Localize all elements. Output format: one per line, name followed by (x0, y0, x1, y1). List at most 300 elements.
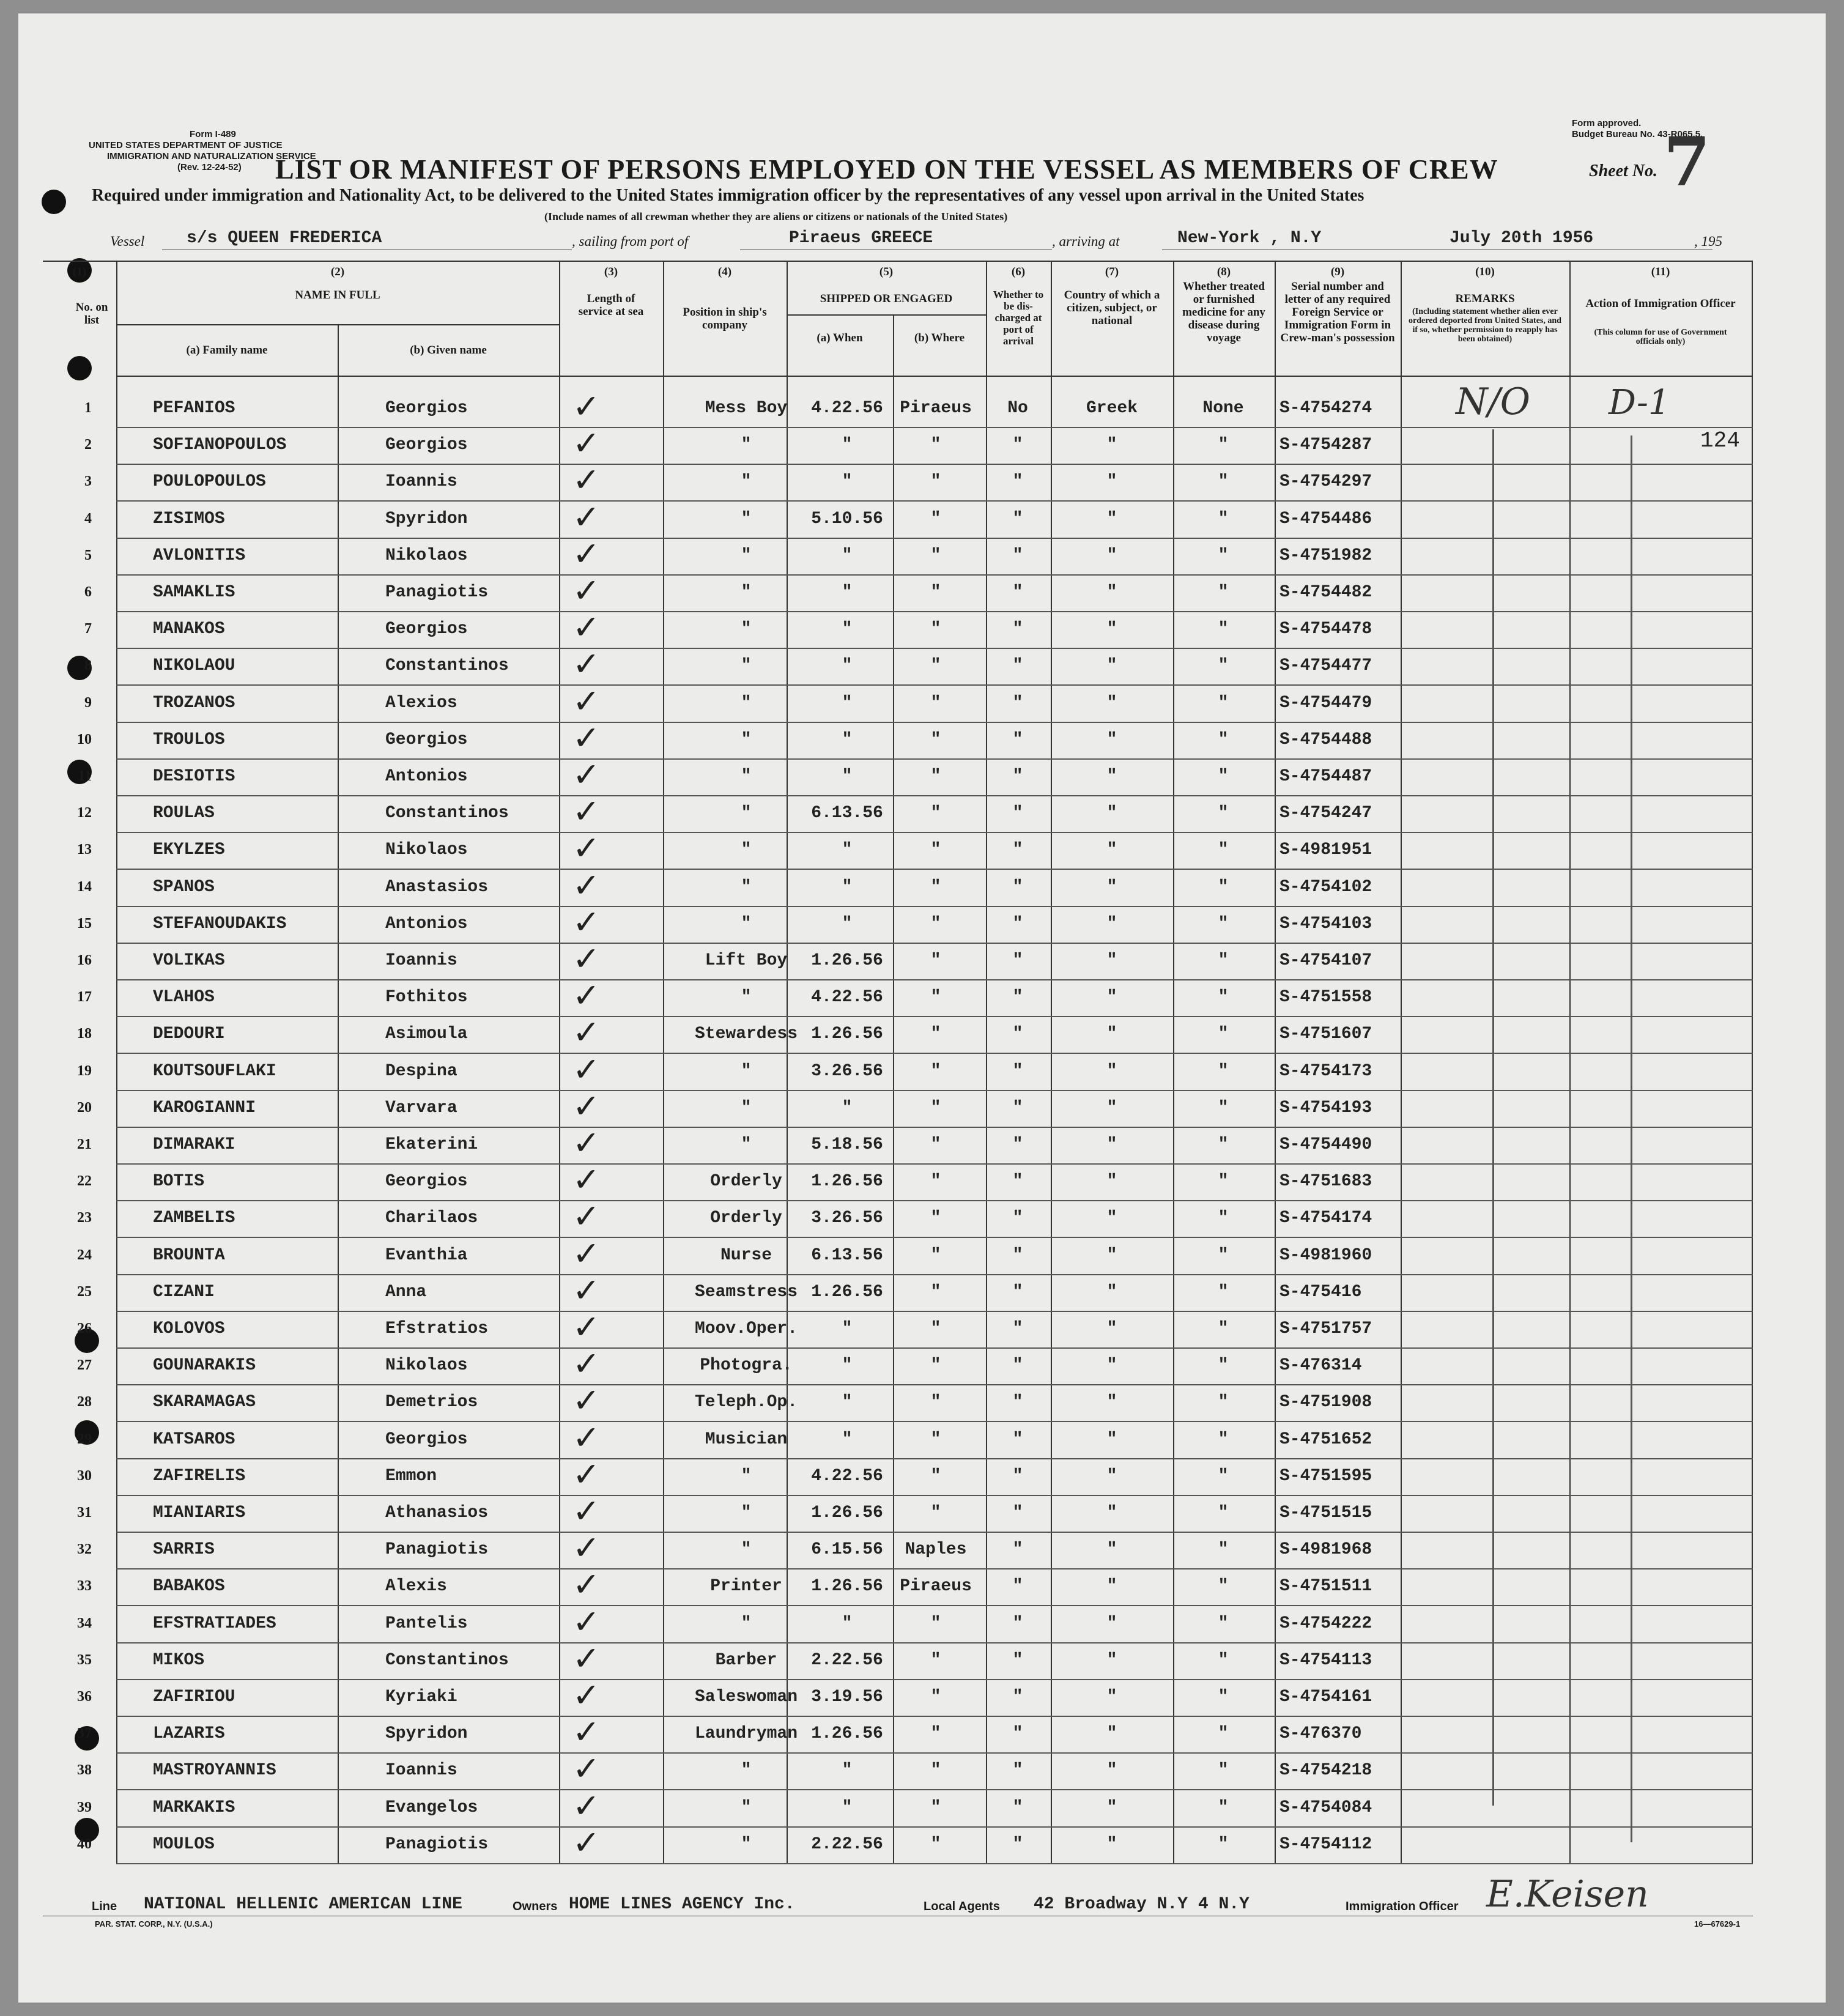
crew-shipped-where: " (930, 1282, 941, 1302)
crew-shipped-when: 1.26.56 (811, 951, 883, 970)
crew-medicine: " (1218, 620, 1229, 639)
col-header-discharge-index: (6) (1011, 265, 1026, 278)
row-number: 22 (77, 1173, 92, 1190)
crew-discharged: " (1012, 1577, 1023, 1596)
crew-discharged: " (1012, 1172, 1023, 1191)
table-row (77, 1529, 1753, 1569)
service-checkmark-icon: ✓ (572, 792, 601, 831)
col-header-medicine-index: (8) (1216, 265, 1231, 278)
crew-shipped-where: " (930, 1466, 941, 1486)
crew-medicine: " (1218, 1724, 1229, 1744)
crew-shipped-where: " (930, 1356, 941, 1376)
crew-given-name: Ioannis (385, 951, 457, 970)
crew-serial-number: S-4754486 (1279, 509, 1372, 528)
crew-position: Laundryman (694, 1724, 798, 1744)
crew-position: " (741, 1503, 752, 1522)
row-number: 17 (77, 989, 92, 1006)
crew-country: " (1106, 1577, 1117, 1596)
crew-shipped-where: " (930, 1429, 941, 1449)
service-checkmark-icon: ✓ (572, 461, 601, 500)
crew-medicine: " (1218, 1135, 1229, 1154)
crew-serial-number: S-476370 (1279, 1724, 1362, 1744)
remarks-ditto-stroke (1492, 429, 1494, 1806)
crew-shipped-when: " (842, 1429, 853, 1449)
table-row (84, 461, 1753, 502)
crew-serial-number: S-4754113 (1279, 1650, 1372, 1670)
crew-given-name: Evangelos (385, 1798, 478, 1817)
crew-shipped-when: 5.18.56 (811, 1135, 883, 1154)
crew-serial-number: S-4751652 (1279, 1429, 1372, 1449)
crew-given-name: Evanthia (385, 1245, 468, 1265)
crew-serial-number: S-4754174 (1279, 1209, 1372, 1228)
table-row (77, 1786, 1753, 1828)
crew-family-name: EKYLZES (153, 840, 225, 860)
row-number: 24 (77, 1247, 92, 1263)
crew-medicine: " (1218, 1577, 1229, 1596)
crew-shipped-where: " (930, 1724, 941, 1744)
row-number: 30 (77, 1467, 92, 1484)
crew-shipped-where: Naples (905, 1540, 967, 1560)
crew-discharged: " (1012, 767, 1023, 786)
crew-serial-number: S-4754107 (1279, 951, 1372, 970)
crew-serial-number: S-4754478 (1279, 620, 1372, 639)
row-number: 36 (77, 1689, 92, 1705)
crew-serial-number: S-4754084 (1279, 1798, 1372, 1817)
crew-family-name: BABAKOS (153, 1577, 225, 1596)
crew-position: " (741, 1135, 752, 1154)
crew-family-name: TROZANOS (153, 693, 235, 713)
crew-family-name: SAMAKLIS (153, 583, 235, 602)
sailing-label: , sailing from port of (572, 234, 689, 249)
crew-medicine: " (1218, 1356, 1229, 1376)
crew-discharged: " (1012, 1209, 1023, 1228)
crew-family-name: SKARAMAGAS (153, 1393, 256, 1412)
col-header-action-index: (11) (1651, 265, 1670, 278)
crew-family-name: LAZARIS (153, 1724, 225, 1744)
service-checkmark-icon: ✓ (572, 1381, 601, 1420)
crew-discharged: " (1012, 951, 1023, 970)
approval-line2: Budget Bureau No. 43-R065.5. (1572, 129, 1703, 139)
row-number: 23 (77, 1210, 92, 1226)
service-checkmark-icon: ✓ (572, 681, 601, 721)
crew-given-name: Spyridon (385, 1724, 468, 1744)
crew-given-name: Pantelis (385, 1614, 468, 1633)
crew-shipped-when: 1.26.56 (811, 1172, 883, 1191)
table-row (77, 1713, 1753, 1754)
crew-medicine: " (1218, 1761, 1229, 1781)
service-checkmark-icon: ✓ (572, 387, 601, 426)
crew-given-name: Kyriaki (385, 1688, 457, 1707)
row-number: 28 (77, 1394, 92, 1410)
crew-given-name: Athanasios (385, 1503, 489, 1522)
table-row (77, 1639, 1753, 1680)
crew-country: " (1106, 1282, 1117, 1302)
table-row (77, 1086, 1753, 1128)
crew-country: " (1106, 877, 1117, 897)
crew-family-name: DEDOURI (153, 1025, 225, 1044)
crew-serial-number: S-4754102 (1279, 877, 1372, 897)
crew-family-name: DESIOTIS (153, 767, 235, 786)
crew-serial-number: S-476314 (1279, 1356, 1362, 1376)
service-checkmark-icon: ✓ (572, 939, 601, 978)
crew-medicine: " (1218, 1245, 1229, 1265)
crew-position: Musician (705, 1429, 788, 1449)
crew-given-name: Despina (385, 1061, 457, 1081)
crew-family-name: MARKAKIS (153, 1798, 235, 1817)
crew-medicine: " (1218, 988, 1229, 1007)
crew-shipped-when: " (842, 1614, 853, 1633)
service-checkmark-icon: ✓ (572, 1676, 601, 1714)
col-header-serial: Serial number and letter of any required Foreign Service or Immigration Form in Crew-man's possession (1280, 280, 1395, 344)
margin-number: 124 (1700, 428, 1740, 453)
crew-serial-number: S-4754247 (1279, 804, 1372, 823)
crew-shipped-where: " (930, 840, 941, 860)
crew-family-name: SPANOS (153, 877, 215, 897)
service-checkmark-icon: ✓ (572, 755, 601, 794)
crew-medicine: " (1218, 693, 1229, 713)
crew-shipped-when: " (842, 877, 853, 897)
crew-shipped-when: 6.13.56 (811, 1245, 883, 1265)
crew-shipped-where: " (930, 656, 941, 676)
crew-serial-number: S-4751982 (1279, 546, 1372, 565)
row-number: 27 (77, 1357, 92, 1374)
crew-medicine: " (1218, 877, 1229, 897)
crew-family-name: ZISIMOS (153, 509, 225, 528)
row-number: 14 (77, 878, 92, 895)
table-row (77, 1823, 1753, 1864)
crew-serial-number: S-4751757 (1279, 1319, 1372, 1338)
crew-shipped-where: Piraeus (900, 399, 972, 418)
crew-position: Seamstress (694, 1282, 798, 1302)
col-header-shipped: SHIPPED OR ENGAGED (820, 292, 953, 305)
crew-medicine: " (1218, 914, 1229, 933)
col-header-medicine: Whether treated or furnished medicine for any disease during voyage (1182, 280, 1265, 344)
crew-serial-number: S-4751683 (1279, 1172, 1372, 1191)
service-checkmark-icon: ✓ (572, 1565, 601, 1604)
crew-serial-number: S-4754487 (1279, 767, 1372, 786)
crew-shipped-where: " (930, 877, 941, 897)
crew-position: " (741, 693, 752, 713)
crew-medicine: " (1218, 1172, 1229, 1191)
crew-given-name: Efstratios (385, 1319, 489, 1338)
crew-discharged: " (1012, 546, 1023, 565)
crew-country: " (1106, 1834, 1117, 1854)
crew-shipped-when: " (842, 546, 853, 565)
crew-shipped-where: " (930, 1798, 941, 1817)
crew-family-name: EFSTRATIADES (153, 1614, 276, 1633)
crew-position: " (741, 656, 752, 676)
crew-serial-number: S-4754488 (1279, 730, 1372, 749)
crew-discharged: " (1012, 1429, 1023, 1449)
crew-discharged: " (1012, 1724, 1023, 1744)
service-checkmark-icon: ✓ (572, 1013, 601, 1052)
page-title: LIST OR MANIFEST OF PERSONS EMPLOYED ON THE VESSEL AS MEMBERS OF CREW (275, 154, 1498, 185)
crew-discharged: " (1012, 693, 1023, 713)
service-checkmark-icon: ✓ (572, 1344, 601, 1384)
crew-shipped-where: " (930, 583, 941, 602)
crew-family-name: KATSAROS (153, 1429, 235, 1449)
crew-position: Stewardess (694, 1025, 798, 1044)
crew-country: " (1106, 583, 1117, 602)
service-checkmark-icon: ✓ (572, 1086, 601, 1125)
col-header-where: (b) Where (914, 332, 965, 344)
crew-family-name: POULOPOULOS (153, 472, 266, 492)
crew-given-name: Georgios (385, 620, 468, 639)
crew-shipped-when: 4.22.56 (811, 399, 883, 418)
crew-shipped-when: " (842, 1393, 853, 1412)
row-number: 21 (77, 1136, 92, 1152)
crew-medicine: " (1218, 546, 1229, 565)
crew-medicine: " (1218, 656, 1229, 676)
crew-medicine: " (1218, 1098, 1229, 1117)
row-number: 10 (77, 731, 92, 747)
crew-family-name: PEFANIOS (153, 399, 235, 418)
crew-discharged: " (1012, 1061, 1023, 1081)
col-header-serial-index: (9) (1330, 265, 1345, 278)
crew-country: " (1106, 1098, 1117, 1117)
crew-discharged: " (1012, 1282, 1023, 1302)
col-header-position-index: (4) (717, 265, 732, 278)
crew-serial-number: S-4751607 (1279, 1025, 1372, 1044)
crew-country: " (1106, 1466, 1117, 1486)
table-row (77, 718, 1753, 760)
col-header-service-index: (3) (604, 265, 618, 278)
crew-shipped-where: " (930, 1209, 941, 1228)
crew-discharged: " (1012, 1761, 1023, 1781)
remarks-handwritten-mark: N/O (1456, 380, 1530, 423)
crew-given-name: Georgios (385, 399, 468, 418)
crew-shipped-where: " (930, 1135, 941, 1154)
crew-family-name: STEFANOUDAKIS (153, 914, 287, 933)
crew-serial-number: S-475416 (1279, 1282, 1362, 1302)
row-number: 8 (84, 658, 92, 674)
vessel-name: s/s QUEEN FREDERICA (187, 229, 382, 248)
crew-position: " (741, 546, 752, 565)
crew-country: " (1106, 509, 1117, 528)
crew-discharged: " (1012, 1798, 1023, 1817)
row-number: 20 (77, 1099, 92, 1116)
table-row (77, 1676, 1753, 1717)
crew-shipped-when: 5.10.56 (811, 509, 883, 528)
crew-given-name: Fothitos (385, 988, 468, 1007)
table-row (77, 1124, 1753, 1165)
table-row (84, 424, 1753, 465)
crew-serial-number: S-4754218 (1279, 1761, 1372, 1781)
crew-discharged: " (1012, 1503, 1023, 1522)
crew-country: " (1106, 767, 1117, 786)
crew-position: " (741, 877, 752, 897)
agency-line2: IMMIGRATION AND NATURALIZATION SERVICE (107, 151, 316, 161)
crew-shipped-when: " (842, 472, 853, 492)
crew-family-name: BOTIS (153, 1172, 205, 1191)
crew-medicine: " (1218, 804, 1229, 823)
row-number: 16 (77, 952, 92, 968)
crew-discharged: " (1012, 1540, 1023, 1560)
crew-country: " (1106, 656, 1117, 676)
crew-serial-number: S-4981951 (1279, 840, 1372, 860)
crew-serial-number: S-4981960 (1279, 1245, 1372, 1265)
arriving-label: , arriving at (1052, 234, 1120, 249)
crew-given-name: Varvara (385, 1098, 457, 1117)
row-number: 1 (84, 400, 92, 416)
table-row (77, 1160, 1753, 1201)
crew-shipped-when: 6.13.56 (811, 804, 883, 823)
crew-shipped-when: " (842, 1319, 853, 1338)
crew-medicine: " (1218, 1540, 1229, 1560)
crew-shipped-where: " (930, 1834, 941, 1854)
crew-medicine: " (1218, 1319, 1229, 1338)
table-row (77, 1013, 1753, 1054)
crew-position: " (741, 583, 752, 602)
crew-shipped-when: 1.26.56 (811, 1577, 883, 1596)
table-row (77, 792, 1753, 833)
service-checkmark-icon: ✓ (572, 1197, 601, 1236)
col-header-name-index: (2) (330, 265, 345, 278)
crew-given-name: Nikolaos (385, 1356, 468, 1376)
crew-shipped-when: " (842, 435, 853, 455)
crew-country: " (1106, 730, 1117, 749)
row-number: 3 (84, 473, 92, 490)
crew-given-name: Anna (385, 1282, 427, 1302)
row-number: 40 (77, 1836, 92, 1852)
crew-discharged: " (1012, 1025, 1023, 1044)
crew-position: " (741, 1834, 752, 1854)
crew-serial-number: S-4754222 (1279, 1614, 1372, 1633)
crew-discharged: " (1012, 1098, 1023, 1117)
crew-country: " (1106, 1429, 1117, 1449)
crew-family-name: MANAKOS (153, 620, 225, 639)
crew-discharged: " (1012, 914, 1023, 933)
service-checkmark-icon: ✓ (572, 1050, 601, 1089)
table-row (77, 1270, 1753, 1312)
col-header-action: Action of Immigration Officer (1585, 297, 1736, 310)
service-checkmark-icon: ✓ (572, 1529, 601, 1568)
crew-serial-number: S-4754479 (1279, 693, 1372, 713)
service-checkmark-icon: ✓ (572, 1749, 601, 1788)
col-header-position: Position in ship's company (683, 306, 767, 332)
crew-position: " (741, 767, 752, 786)
crew-position: Orderly (710, 1172, 782, 1191)
row-number: 11 (78, 768, 92, 784)
crew-given-name: Georgios (385, 730, 468, 749)
crew-discharged: " (1012, 877, 1023, 897)
form-number: Form I-489 (190, 129, 236, 139)
crew-shipped-where: " (930, 1245, 941, 1265)
crew-shipped-when: " (842, 1798, 853, 1817)
crew-serial-number: S-4754103 (1279, 914, 1372, 933)
crew-shipped-when: " (842, 693, 853, 713)
crew-serial-number: S-4751595 (1279, 1466, 1372, 1486)
agents-label: Local Agents (924, 1900, 1000, 1913)
crew-shipped-when: " (842, 583, 853, 602)
crew-given-name: Panagiotis (385, 1834, 489, 1854)
service-checkmark-icon: ✓ (572, 1492, 601, 1530)
crew-country: " (1106, 951, 1117, 970)
crew-discharged: " (1012, 1650, 1023, 1670)
crew-country: " (1106, 1172, 1117, 1191)
crew-position: " (741, 988, 752, 1007)
crew-position: " (741, 1098, 752, 1117)
crew-position: " (741, 1540, 752, 1560)
service-checkmark-icon: ✓ (572, 534, 601, 573)
crew-position: Nurse (720, 1245, 772, 1265)
row-number: 9 (84, 694, 92, 711)
crew-shipped-when: " (842, 767, 853, 786)
crew-medicine: " (1218, 1025, 1229, 1044)
col-header-action-note: (This column for use of Government officials only) (1594, 328, 1727, 346)
crew-medicine: " (1218, 767, 1229, 786)
crew-country: " (1106, 1761, 1117, 1781)
crew-given-name: Constantinos (385, 804, 509, 823)
crew-shipped-where: " (930, 730, 941, 749)
table-row (77, 1344, 1753, 1385)
crew-position: " (741, 509, 752, 528)
crew-medicine: " (1218, 1614, 1229, 1633)
col-header-shipped-index: (5) (879, 265, 894, 278)
crew-medicine: " (1218, 840, 1229, 860)
col-header-remarks: REMARKS (1455, 292, 1515, 305)
crew-serial-number: S-4754193 (1279, 1098, 1372, 1117)
manifest-sheet (18, 13, 1826, 2003)
crew-given-name: Antonios (385, 767, 468, 786)
row-number: 31 (77, 1505, 92, 1521)
crew-shipped-where: " (930, 693, 941, 713)
table-row (77, 1418, 1753, 1459)
crew-medicine: None (1202, 399, 1244, 418)
table-row (78, 755, 1753, 796)
row-number: 38 (77, 1762, 92, 1779)
crew-shipped-where: " (930, 1688, 941, 1707)
crew-medicine: " (1218, 1650, 1229, 1670)
crew-shipped-where: " (930, 1025, 941, 1044)
crew-serial-number: S-4754287 (1279, 435, 1372, 455)
departure-port: Piraeus GREECE (789, 229, 933, 248)
crew-medicine: " (1218, 435, 1229, 455)
crew-family-name: VOLIKAS (153, 951, 225, 970)
crew-country: " (1106, 1540, 1117, 1560)
crew-given-name: Ioannis (385, 1761, 457, 1781)
crew-family-name: VLAHOS (153, 988, 215, 1007)
table-row (77, 1050, 1753, 1091)
service-checkmark-icon: ✓ (572, 1786, 601, 1825)
table-row (84, 571, 1753, 612)
crew-given-name: Panagiotis (385, 1540, 489, 1560)
row-number: 2 (84, 437, 92, 453)
crew-medicine: " (1218, 1798, 1229, 1817)
owners-label: Owners (513, 1900, 558, 1913)
crew-medicine: " (1218, 1688, 1229, 1707)
crew-shipped-when: " (842, 1356, 853, 1376)
service-checkmark-icon: ✓ (572, 1639, 601, 1678)
crew-given-name: Nikolaos (385, 840, 468, 860)
table-row (77, 1749, 1753, 1790)
action-ditto-stroke (1631, 435, 1632, 1842)
crew-shipped-when: 1.26.56 (811, 1282, 883, 1302)
row-number: 18 (77, 1026, 92, 1042)
agency-line1: UNITED STATES DEPARTMENT OF JUSTICE (89, 140, 283, 150)
crew-given-name: Nikolaos (385, 546, 468, 565)
crew-serial-number: S-4754297 (1279, 472, 1372, 492)
crew-given-name: Constantinos (385, 656, 509, 676)
crew-shipped-when: 1.26.56 (811, 1025, 883, 1044)
crew-family-name: KAROGIANNI (153, 1098, 256, 1117)
crew-country: " (1106, 1245, 1117, 1265)
service-checkmark-icon: ✓ (572, 865, 601, 905)
service-checkmark-icon: ✓ (572, 1160, 601, 1199)
crew-serial-number: S-4981968 (1279, 1540, 1372, 1560)
crew-serial-number: S-4751515 (1279, 1503, 1372, 1522)
col-header-num-index: (1) (72, 265, 87, 278)
